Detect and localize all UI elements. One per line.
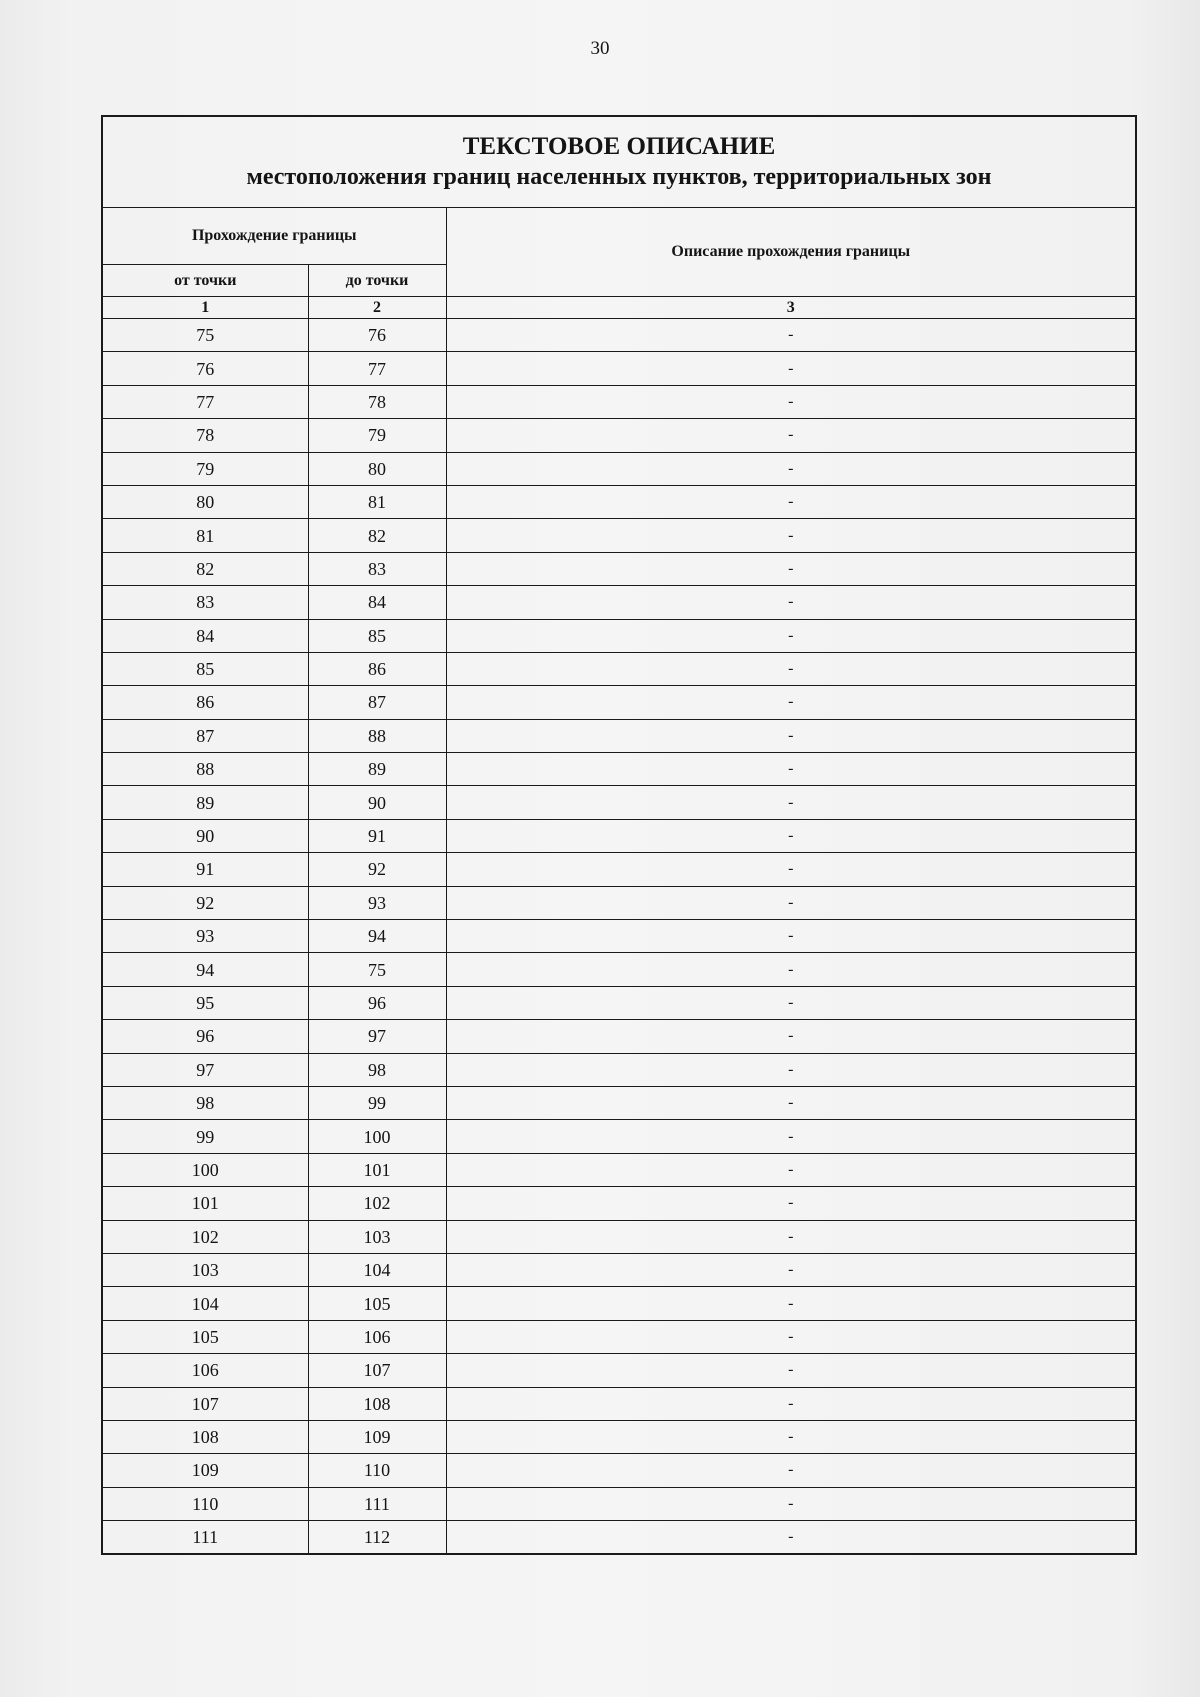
- from-point-cell: 84: [102, 619, 308, 652]
- from-point-cell: 90: [102, 819, 308, 852]
- from-point-cell: 92: [102, 886, 308, 919]
- description-cell: -: [446, 319, 1136, 352]
- description-cell: -: [446, 686, 1136, 719]
- from-point-cell: 103: [102, 1253, 308, 1286]
- table-row: [102, 1420, 1136, 1453]
- table-row: [102, 719, 1136, 752]
- table-row: [102, 1020, 1136, 1053]
- to-point-cell: 100: [308, 1120, 446, 1153]
- header-description: Описание прохождения границы: [446, 208, 1136, 297]
- from-point-cell: 111: [102, 1521, 308, 1555]
- from-point-cell: 93: [102, 920, 308, 953]
- to-point-cell: 104: [308, 1253, 446, 1286]
- description-cell: -: [446, 652, 1136, 685]
- to-point-cell: 84: [308, 586, 446, 619]
- from-point-cell: 76: [102, 352, 308, 385]
- description-cell: -: [446, 452, 1136, 485]
- table-row: [102, 986, 1136, 1019]
- description-cell: -: [446, 1521, 1136, 1555]
- to-point-cell: 91: [308, 819, 446, 852]
- description-cell: -: [446, 586, 1136, 619]
- from-point-cell: 101: [102, 1187, 308, 1220]
- to-point-cell: 90: [308, 786, 446, 819]
- table-row: [102, 519, 1136, 552]
- from-point-cell: 108: [102, 1420, 308, 1453]
- table-row: [102, 385, 1136, 418]
- table-row: [102, 619, 1136, 652]
- to-point-cell: 85: [308, 619, 446, 652]
- to-point-cell: 101: [308, 1153, 446, 1186]
- description-cell: -: [446, 1153, 1136, 1186]
- to-point-cell: 79: [308, 419, 446, 452]
- to-point-cell: 81: [308, 485, 446, 518]
- table-row: [102, 886, 1136, 919]
- page-number: 30: [590, 38, 610, 59]
- table-row: [102, 920, 1136, 953]
- to-point-cell: 99: [308, 1086, 446, 1119]
- from-point-cell: 91: [102, 853, 308, 886]
- table-row: [102, 786, 1136, 819]
- to-point-cell: 82: [308, 519, 446, 552]
- from-point-cell: 89: [102, 786, 308, 819]
- description-cell: -: [446, 719, 1136, 752]
- to-point-cell: 108: [308, 1387, 446, 1420]
- description-cell: -: [446, 1020, 1136, 1053]
- table-row: [102, 1521, 1136, 1555]
- to-point-cell: 112: [308, 1521, 446, 1555]
- table-row: [102, 1253, 1136, 1286]
- to-point-cell: 78: [308, 385, 446, 418]
- description-cell: -: [446, 1053, 1136, 1086]
- table-row: [102, 1454, 1136, 1487]
- description-cell: -: [446, 1187, 1136, 1220]
- to-point-cell: 98: [308, 1053, 446, 1086]
- to-point-cell: 75: [308, 953, 446, 986]
- table-row: [102, 819, 1136, 852]
- table-row: [102, 853, 1136, 886]
- table-row: [102, 1354, 1136, 1387]
- table-row: [102, 319, 1136, 352]
- description-cell: -: [446, 485, 1136, 518]
- header-boundary-passage: Прохождение границы: [102, 208, 446, 265]
- to-point-cell: 96: [308, 986, 446, 1019]
- to-point-cell: 87: [308, 686, 446, 719]
- document-title: ТЕКСТОВОЕ ОПИСАНИЕ: [462, 133, 776, 160]
- from-point-cell: 94: [102, 953, 308, 986]
- description-cell: -: [446, 1220, 1136, 1253]
- from-point-cell: 99: [102, 1120, 308, 1153]
- description-cell: -: [446, 1420, 1136, 1453]
- to-point-cell: 103: [308, 1220, 446, 1253]
- description-cell: -: [446, 552, 1136, 585]
- description-cell: -: [446, 1320, 1136, 1353]
- description-cell: -: [446, 1120, 1136, 1153]
- column-number-3: 3: [446, 297, 1136, 319]
- from-point-cell: 97: [102, 1053, 308, 1086]
- description-cell: -: [446, 1387, 1136, 1420]
- to-point-cell: 83: [308, 552, 446, 585]
- to-point-cell: 105: [308, 1287, 446, 1320]
- table-row: [102, 552, 1136, 585]
- to-point-cell: 111: [308, 1487, 446, 1520]
- from-point-cell: 87: [102, 719, 308, 752]
- to-point-cell: 107: [308, 1354, 446, 1387]
- from-point-cell: 80: [102, 485, 308, 518]
- from-point-cell: 83: [102, 586, 308, 619]
- to-point-cell: 89: [308, 753, 446, 786]
- table-row: [102, 1487, 1136, 1520]
- boundary-description-table: [101, 115, 1137, 1555]
- description-cell: -: [446, 853, 1136, 886]
- document-subtitle: местоположения границ населенных пунктов, территориальных зон: [246, 164, 992, 190]
- table-row: [102, 452, 1136, 485]
- to-point-cell: 93: [308, 886, 446, 919]
- table-body: [102, 319, 1136, 1555]
- from-point-cell: 78: [102, 419, 308, 452]
- table-row: [102, 1220, 1136, 1253]
- header-to-point: до точки: [308, 265, 446, 297]
- to-point-cell: 110: [308, 1454, 446, 1487]
- to-point-cell: 102: [308, 1187, 446, 1220]
- from-point-cell: 95: [102, 986, 308, 1019]
- from-point-cell: 107: [102, 1387, 308, 1420]
- description-cell: -: [446, 753, 1136, 786]
- from-point-cell: 85: [102, 652, 308, 685]
- description-cell: -: [446, 1253, 1136, 1286]
- to-point-cell: 97: [308, 1020, 446, 1053]
- column-number-2: 2: [308, 297, 446, 319]
- to-point-cell: 80: [308, 452, 446, 485]
- description-cell: -: [446, 519, 1136, 552]
- from-point-cell: 79: [102, 452, 308, 485]
- to-point-cell: 76: [308, 319, 446, 352]
- to-point-cell: 77: [308, 352, 446, 385]
- from-point-cell: 77: [102, 385, 308, 418]
- table-row: [102, 1320, 1136, 1353]
- description-cell: -: [446, 920, 1136, 953]
- to-point-cell: 106: [308, 1320, 446, 1353]
- to-point-cell: 94: [308, 920, 446, 953]
- table-title-cell: [102, 116, 1136, 208]
- to-point-cell: 109: [308, 1420, 446, 1453]
- from-point-cell: 100: [102, 1153, 308, 1186]
- to-point-cell: 86: [308, 652, 446, 685]
- description-cell: -: [446, 385, 1136, 418]
- from-point-cell: 82: [102, 552, 308, 585]
- from-point-cell: 109: [102, 1454, 308, 1487]
- from-point-cell: 81: [102, 519, 308, 552]
- table-row: [102, 686, 1136, 719]
- table-row: [102, 1387, 1136, 1420]
- description-cell: -: [446, 1487, 1136, 1520]
- from-point-cell: 86: [102, 686, 308, 719]
- table-row: [102, 1053, 1136, 1086]
- table-row: [102, 586, 1136, 619]
- table-row: [102, 419, 1136, 452]
- from-point-cell: 105: [102, 1320, 308, 1353]
- from-point-cell: 106: [102, 1354, 308, 1387]
- from-point-cell: 96: [102, 1020, 308, 1053]
- table-row: [102, 1287, 1136, 1320]
- from-point-cell: 102: [102, 1220, 308, 1253]
- description-cell: -: [446, 1354, 1136, 1387]
- table-row: [102, 1120, 1136, 1153]
- from-point-cell: 98: [102, 1086, 308, 1119]
- table-row: [102, 485, 1136, 518]
- description-cell: -: [446, 986, 1136, 1019]
- table-row: [102, 1187, 1136, 1220]
- header-from-point: от точки: [102, 265, 308, 297]
- description-cell: -: [446, 1086, 1136, 1119]
- description-cell: -: [446, 1454, 1136, 1487]
- description-cell: -: [446, 419, 1136, 452]
- description-cell: -: [446, 619, 1136, 652]
- description-cell: -: [446, 886, 1136, 919]
- to-point-cell: 88: [308, 719, 446, 752]
- table-row: [102, 1086, 1136, 1119]
- from-point-cell: 104: [102, 1287, 308, 1320]
- description-cell: -: [446, 953, 1136, 986]
- table-row: [102, 352, 1136, 385]
- description-cell: -: [446, 786, 1136, 819]
- to-point-cell: 92: [308, 853, 446, 886]
- table-row: [102, 953, 1136, 986]
- from-point-cell: 88: [102, 753, 308, 786]
- column-number-1: 1: [102, 297, 308, 319]
- from-point-cell: 110: [102, 1487, 308, 1520]
- description-cell: -: [446, 819, 1136, 852]
- description-cell: -: [446, 352, 1136, 385]
- table-row: [102, 1153, 1136, 1186]
- description-cell: -: [446, 1287, 1136, 1320]
- table-row: [102, 652, 1136, 685]
- table-row: [102, 753, 1136, 786]
- from-point-cell: 75: [102, 319, 308, 352]
